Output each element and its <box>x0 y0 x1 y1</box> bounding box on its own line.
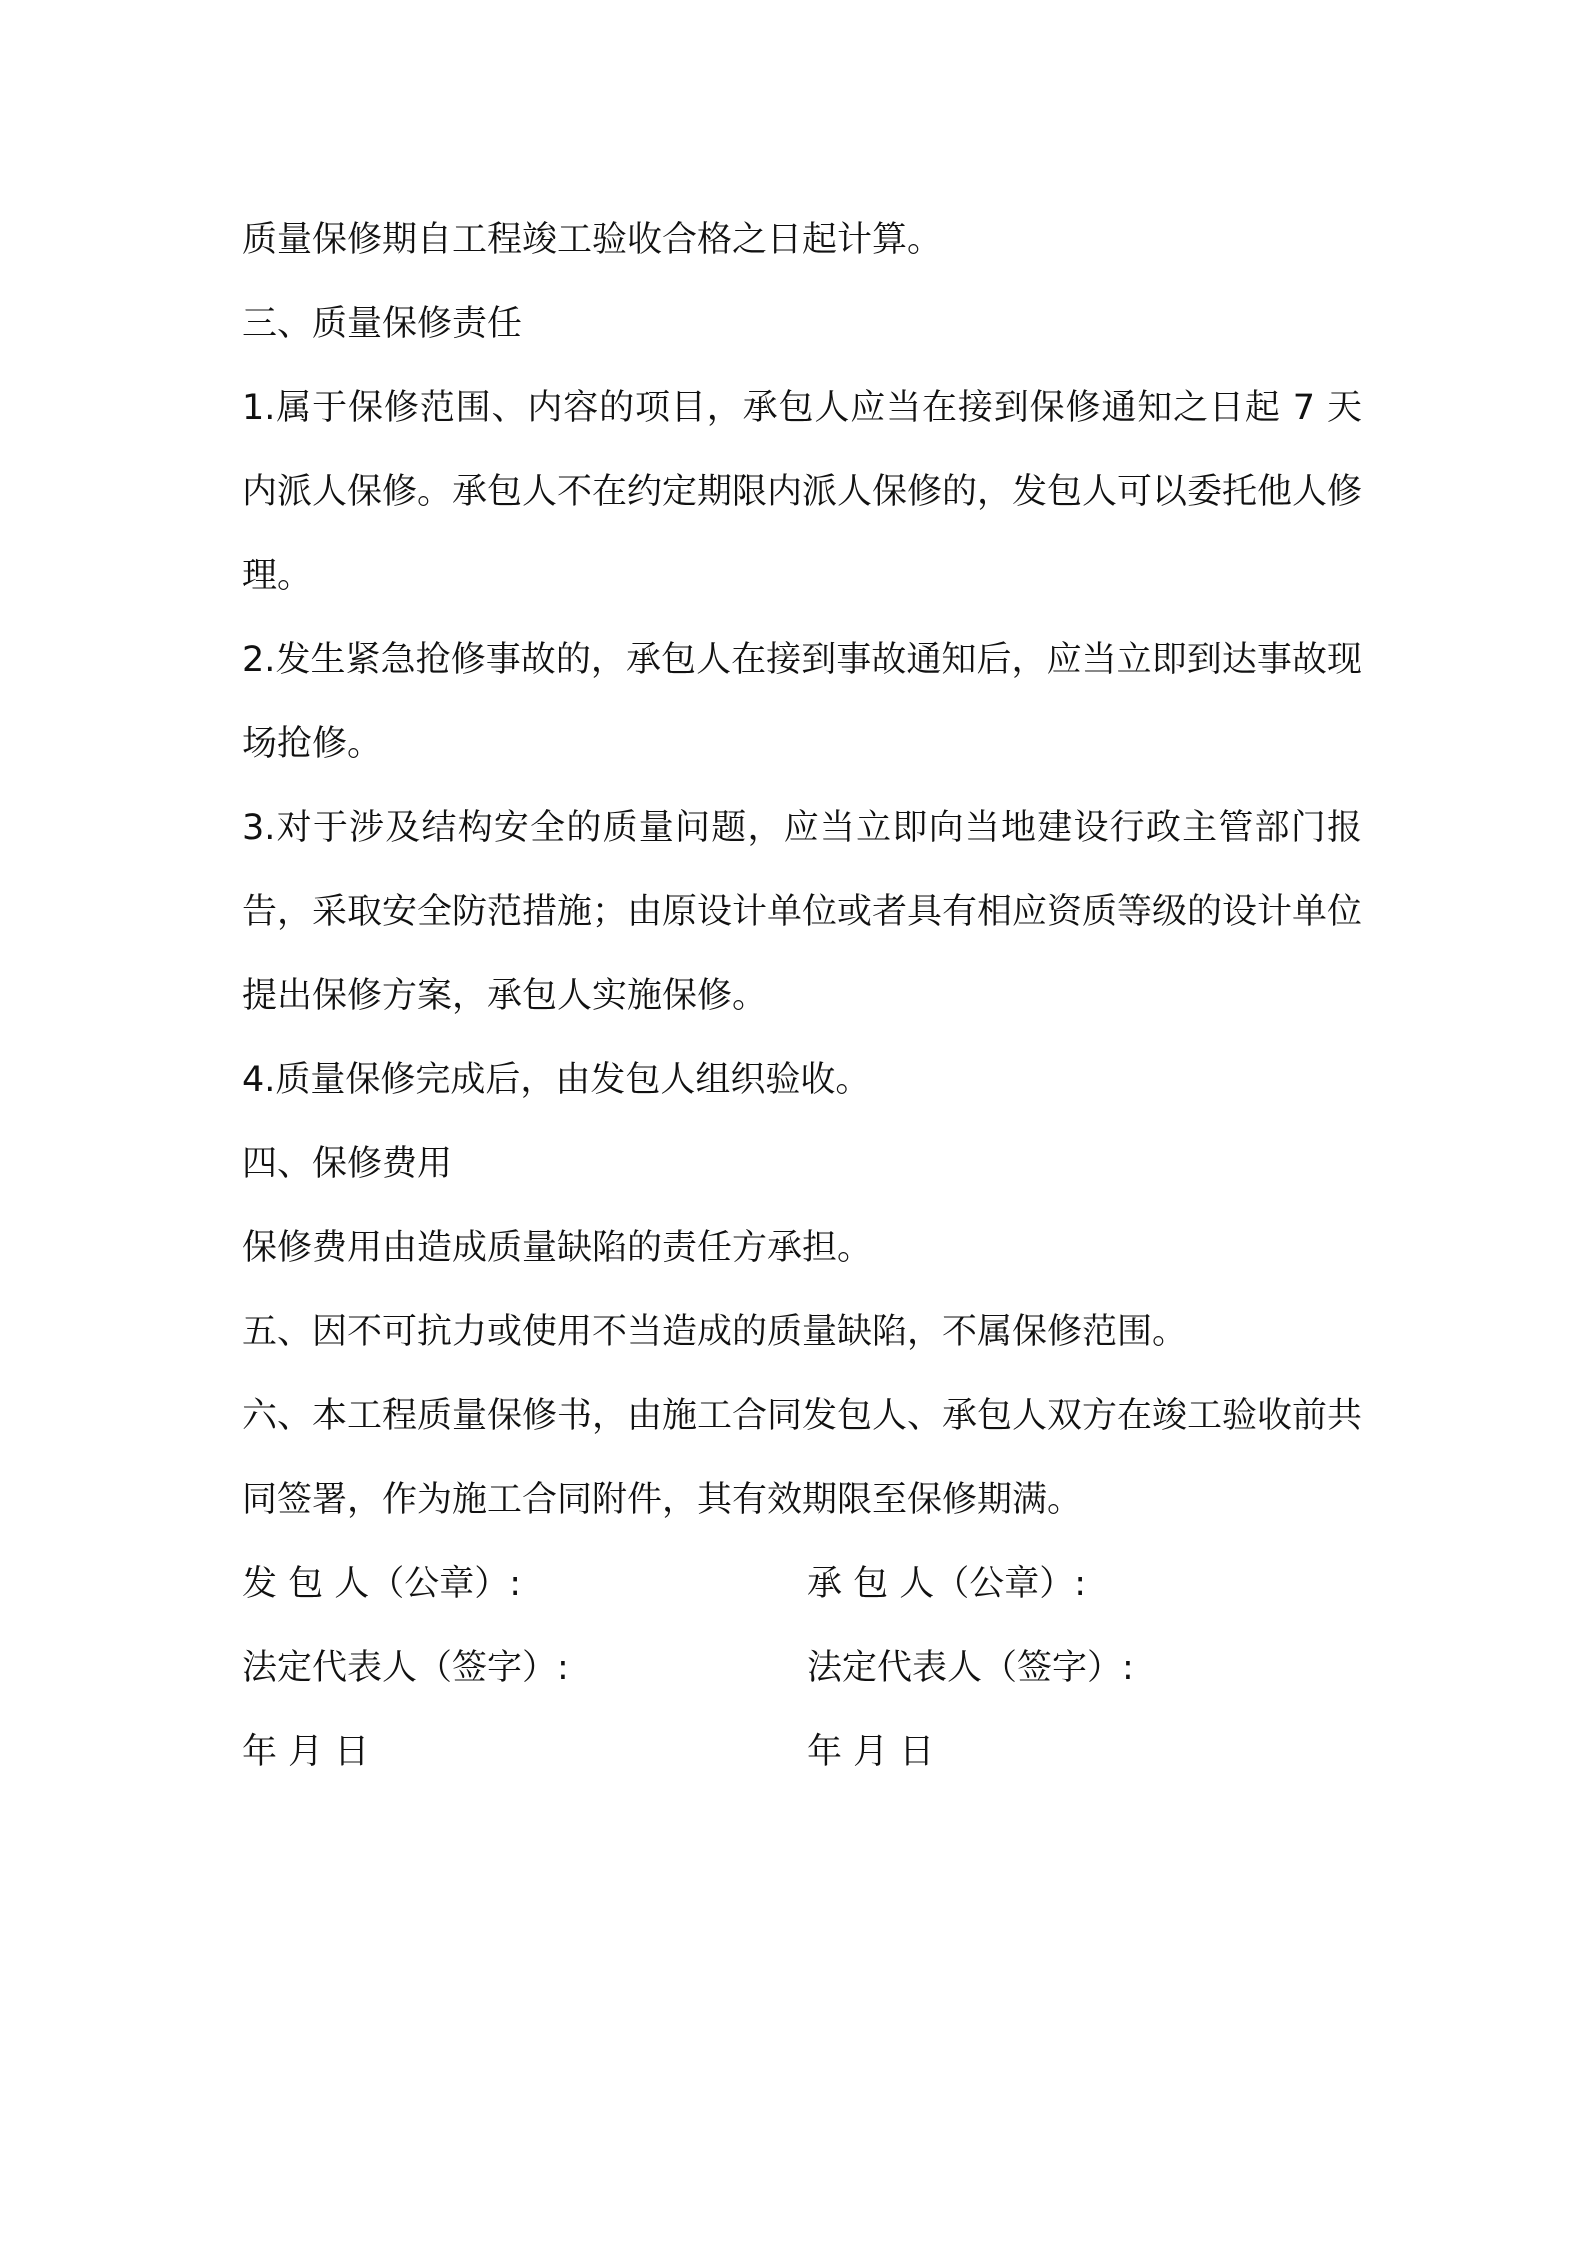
employer-rep-label: 法定代表人（签字）: <box>242 1648 569 1688</box>
clause-1: 1.属于保修范围、内容的项目，承包人应当在接到保修通知之日起 7 天内派人保修。承包人不在约定期限内派人保修的，发包人可以委托他人修理。 <box>242 388 1363 596</box>
clause-2: 2.发生紧急抢修事故的，承包人在接到事故通知后，应当立即到达事故现场抢修。 <box>242 640 1362 764</box>
section-heading-costs: 四、保修费用 <box>242 1144 453 1184</box>
signature-date-row <box>242 1710 1362 1794</box>
clause-3: 3.对于涉及结构安全的质量问题，应当立即向当地建设行政主管部门报告，采取安全防范措施；由原设计单位或者具有相应资质等级的设计单位提出保修方案，承包人实施保修。 <box>242 808 1363 1016</box>
section-heading-responsibility: 三、质量保修责任 <box>242 304 523 344</box>
section-five-text: 五、因不可抗力或使用不当造成的质量缺陷，不属保修范围。 <box>242 1312 1188 1352</box>
signature-party-row <box>242 1542 1362 1626</box>
document-body <box>242 198 1362 1794</box>
contractor-seal-label: 承 包 人（公章）: <box>807 1564 1087 1604</box>
signature-rep-row <box>242 1626 1362 1710</box>
costs-text: 保修费用由造成质量缺陷的责任方承担。 <box>242 1228 873 1268</box>
warranty-period-text: 质量保修期自工程竣工验收合格之日起计算。 <box>242 220 943 260</box>
clause-4: 4.质量保修完成后，由发包人组织验收。 <box>242 1060 871 1100</box>
section-six-text: 六、本工程质量保修书，由施工合同发包人、承包人双方在竣工验收前共同签署，作为施工合同附件，其有效期限至保修期满。 <box>242 1396 1363 1520</box>
contractor-date-label: 年 月 日 <box>807 1732 935 1772</box>
contractor-rep-label: 法定代表人（签字）: <box>807 1648 1134 1688</box>
employer-date-label: 年 月 日 <box>242 1732 370 1772</box>
employer-seal-label: 发 包 人（公章）: <box>242 1564 522 1604</box>
